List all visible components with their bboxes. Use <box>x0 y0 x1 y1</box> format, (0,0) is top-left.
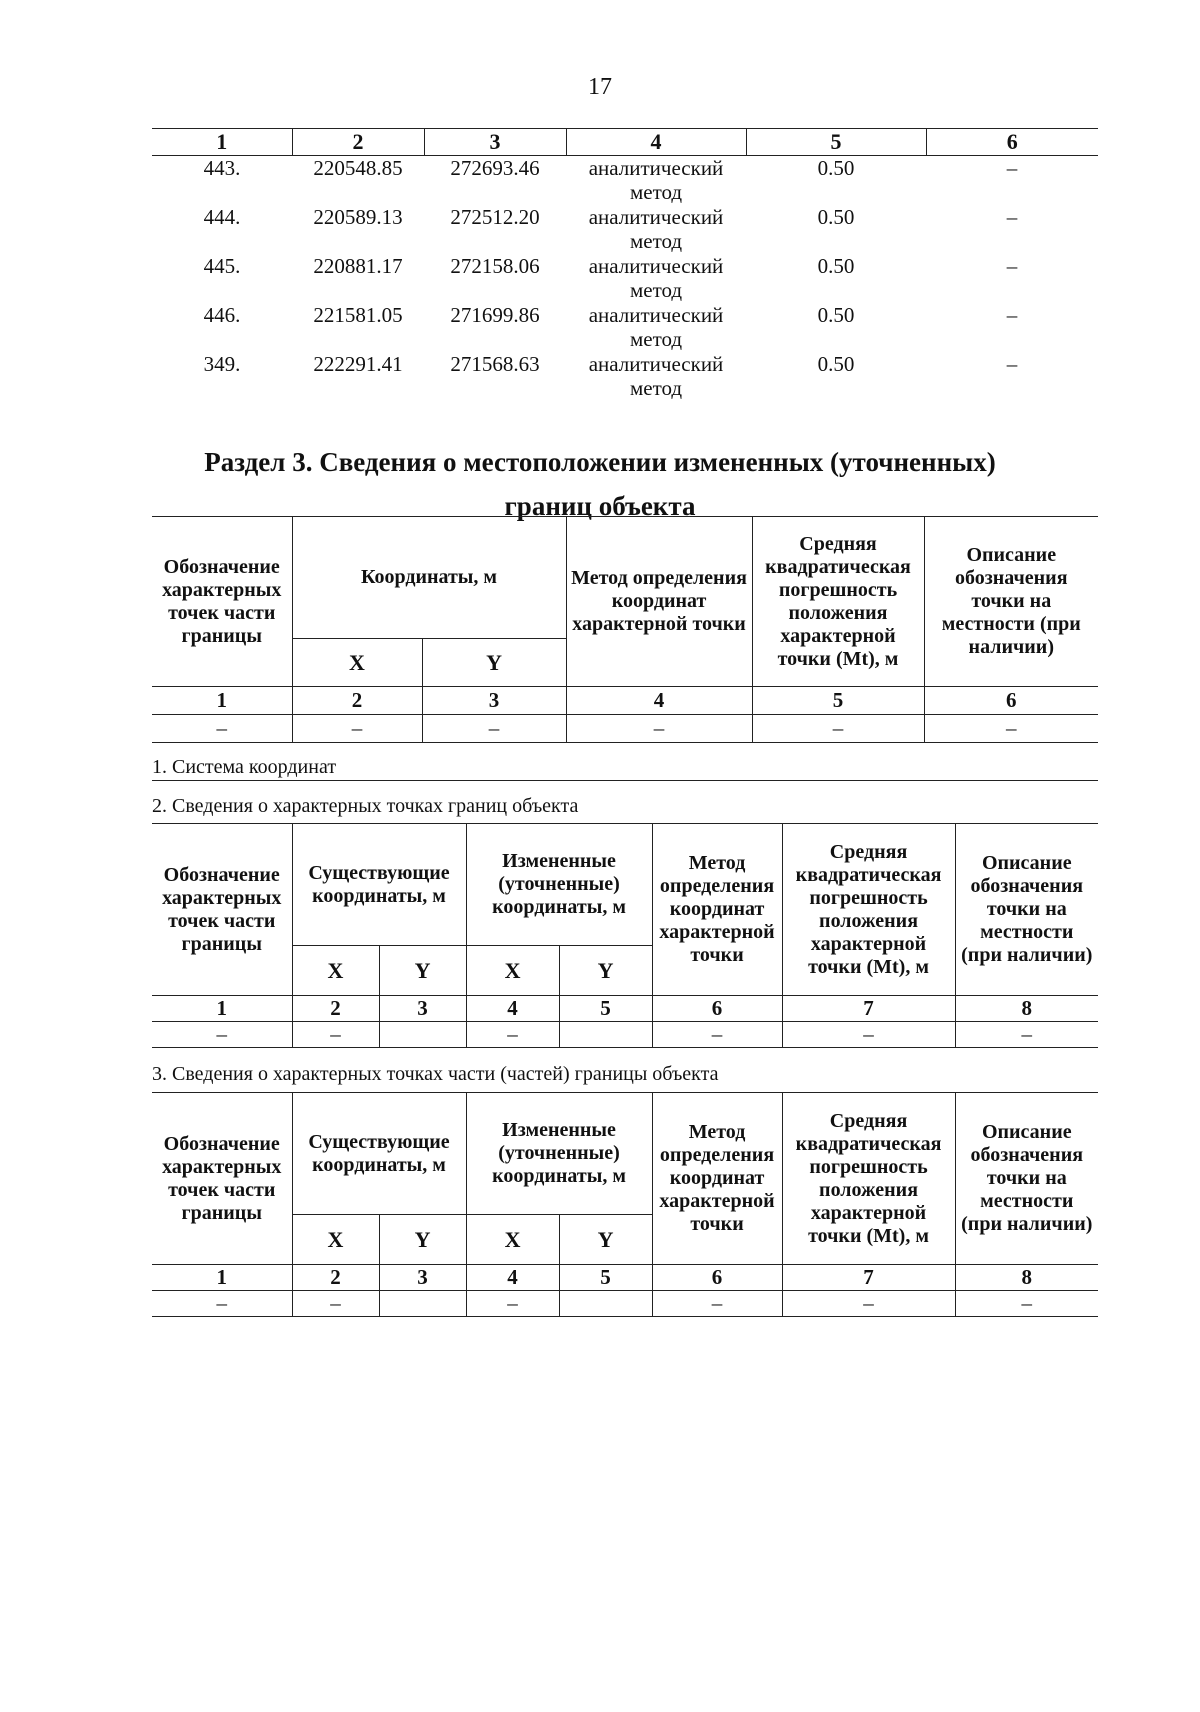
cell: – <box>152 1291 292 1317</box>
header-designation: Обозначение характерных точек части границы <box>152 1093 292 1265</box>
column-number: 3 <box>379 996 466 1022</box>
mt-value: 0.50 <box>817 352 855 376</box>
header-changed-coords: Измененные (уточненные) координаты, м <box>466 824 652 946</box>
header-coordinates: Координаты, м <box>292 517 566 639</box>
mt-value: 0.50 <box>817 303 855 327</box>
column-numbers-row <box>152 687 1098 715</box>
header-changed-coords: Измененные (уточненные) координаты, м <box>466 1093 652 1215</box>
cell: – <box>292 1022 379 1048</box>
table-row <box>152 156 1098 206</box>
column-number: 4 <box>566 687 752 715</box>
coord-y: 272693.46 <box>450 156 540 180</box>
subheading-boundary-points: 2. Сведения о характерных точках границ объекта <box>152 795 579 817</box>
header-mt: Средняя квадратическая погрешность положения характерной точки (Mt), м <box>752 517 924 687</box>
point-number: 349. <box>203 352 241 376</box>
header-mt: Средняя квадратическая погрешность положения характерной точки (Mt), м <box>782 824 955 996</box>
header-y: Y <box>559 1215 652 1265</box>
cell: – <box>955 1022 1098 1048</box>
cell <box>379 1291 466 1317</box>
column-number: 6 <box>924 687 1098 715</box>
column-number: 6 <box>652 996 782 1022</box>
column-number: 6 <box>926 129 1098 156</box>
column-number: 2 <box>292 687 422 715</box>
table-row <box>152 715 1098 743</box>
description: – <box>1006 205 1018 229</box>
method: аналитический метод <box>588 254 724 302</box>
header-x: X <box>292 639 422 687</box>
cell <box>559 1022 652 1048</box>
page-number: 17 <box>588 74 612 100</box>
coordinates-continuation-table <box>152 128 1098 401</box>
subheading-part-boundary-points: 3. Сведения о характерных точках части (частей) границы объекта <box>152 1063 719 1085</box>
column-number: 3 <box>422 687 566 715</box>
cell: – <box>652 1022 782 1048</box>
description: – <box>1006 254 1018 278</box>
table-row <box>152 1291 1098 1317</box>
column-number: 1 <box>152 129 292 156</box>
table-row <box>152 1022 1098 1048</box>
mt-value: 0.50 <box>817 156 855 180</box>
header-y: Y <box>422 639 566 687</box>
column-number: 4 <box>466 996 559 1022</box>
method: аналитический метод <box>588 303 724 351</box>
coord-x: 220548.85 <box>313 156 403 180</box>
column-numbers-row <box>152 1265 1098 1291</box>
part-boundary-points-table <box>152 1092 1098 1317</box>
method: аналитический метод <box>588 352 724 400</box>
column-number: 5 <box>559 996 652 1022</box>
coord-y: 271699.86 <box>450 303 540 327</box>
description: – <box>1006 156 1018 180</box>
header-description: Описание обозначения точки на местности (при наличии) <box>924 517 1098 687</box>
cell: – <box>782 1291 955 1317</box>
cell: – <box>466 1022 559 1048</box>
header-method: Метод определения координат характерной точки <box>652 1093 782 1265</box>
column-number: 8 <box>955 1265 1098 1291</box>
mt-value: 0.50 <box>817 205 855 229</box>
column-number: 6 <box>652 1265 782 1291</box>
cell: – <box>924 715 1098 743</box>
column-number: 7 <box>782 996 955 1022</box>
point-number: 443. <box>203 156 241 180</box>
coord-x: 220589.13 <box>313 205 403 229</box>
subheading-coordinate-system: 1. Система координат <box>152 754 1098 781</box>
table-row <box>152 303 1098 352</box>
cell: – <box>466 1291 559 1317</box>
description: – <box>1006 303 1018 327</box>
header-method: Метод определения координат характерной точки <box>652 824 782 996</box>
table-row <box>152 352 1098 401</box>
cell: – <box>152 715 292 743</box>
table-header-row <box>152 1093 1098 1215</box>
table-row <box>152 205 1098 254</box>
table-row <box>152 254 1098 303</box>
header-y: Y <box>379 946 466 996</box>
cell <box>379 1022 466 1048</box>
point-number: 444. <box>203 205 241 229</box>
column-numbers-row <box>152 996 1098 1022</box>
column-number: 3 <box>379 1265 466 1291</box>
header-designation: Обозначение характерных точек части границы <box>152 824 292 996</box>
header-x: X <box>466 1215 559 1265</box>
method: аналитический метод <box>588 156 724 204</box>
point-number: 445. <box>203 254 241 278</box>
table-header-row <box>152 129 1098 156</box>
coord-x: 220881.17 <box>313 254 403 278</box>
header-x: X <box>466 946 559 996</box>
header-existing-coords: Существующие координаты, м <box>292 1093 466 1215</box>
table-header-row <box>152 517 1098 639</box>
header-designation: Обозначение характерных точек части границы <box>152 517 292 687</box>
table-header-row <box>152 824 1098 946</box>
changed-boundary-table <box>152 516 1098 743</box>
column-number: 4 <box>566 129 746 156</box>
coord-y: 271568.63 <box>450 352 540 376</box>
cell: – <box>292 715 422 743</box>
coord-y: 272158.06 <box>450 254 540 278</box>
column-number: 2 <box>292 996 379 1022</box>
cell: – <box>152 1022 292 1048</box>
header-description: Описание обозначения точки на местности (при наличии) <box>955 824 1098 996</box>
column-number: 5 <box>752 687 924 715</box>
column-number: 5 <box>559 1265 652 1291</box>
header-existing-coords: Существующие координаты, м <box>292 824 466 946</box>
cell: – <box>652 1291 782 1317</box>
coord-x: 221581.05 <box>313 303 403 327</box>
point-number: 446. <box>203 303 241 327</box>
header-description: Описание обозначения точки на местности (при наличии) <box>955 1093 1098 1265</box>
header-x: X <box>292 1215 379 1265</box>
cell: – <box>566 715 752 743</box>
column-number: 1 <box>152 687 292 715</box>
mt-value: 0.50 <box>817 254 855 278</box>
column-number: 1 <box>152 996 292 1022</box>
header-mt: Средняя квадратическая погрешность положения характерной точки (Mt), м <box>782 1093 955 1265</box>
cell: – <box>422 715 566 743</box>
boundary-points-table <box>152 823 1098 1048</box>
cell: – <box>292 1291 379 1317</box>
column-number: 1 <box>152 1265 292 1291</box>
header-y: Y <box>559 946 652 996</box>
header-method: Метод определения координат характерной точки <box>566 517 752 687</box>
column-number: 8 <box>955 996 1098 1022</box>
column-number: 7 <box>782 1265 955 1291</box>
cell <box>559 1291 652 1317</box>
description: – <box>1006 352 1018 376</box>
coord-y: 272512.20 <box>450 205 540 229</box>
column-number: 4 <box>466 1265 559 1291</box>
method: аналитический метод <box>588 205 724 253</box>
column-number: 2 <box>292 129 424 156</box>
column-number: 2 <box>292 1265 379 1291</box>
section-title <box>0 440 1200 528</box>
cell: – <box>782 1022 955 1048</box>
cell: – <box>752 715 924 743</box>
coord-x: 222291.41 <box>313 352 403 376</box>
header-y: Y <box>379 1215 466 1265</box>
section-title-line1: Раздел 3. Сведения о местоположении измененных (уточненных) <box>204 447 996 477</box>
column-number: 5 <box>746 129 926 156</box>
cell: – <box>955 1291 1098 1317</box>
column-number: 3 <box>424 129 566 156</box>
header-x: X <box>292 946 379 996</box>
section-title-line2: границ объекта <box>504 491 696 521</box>
